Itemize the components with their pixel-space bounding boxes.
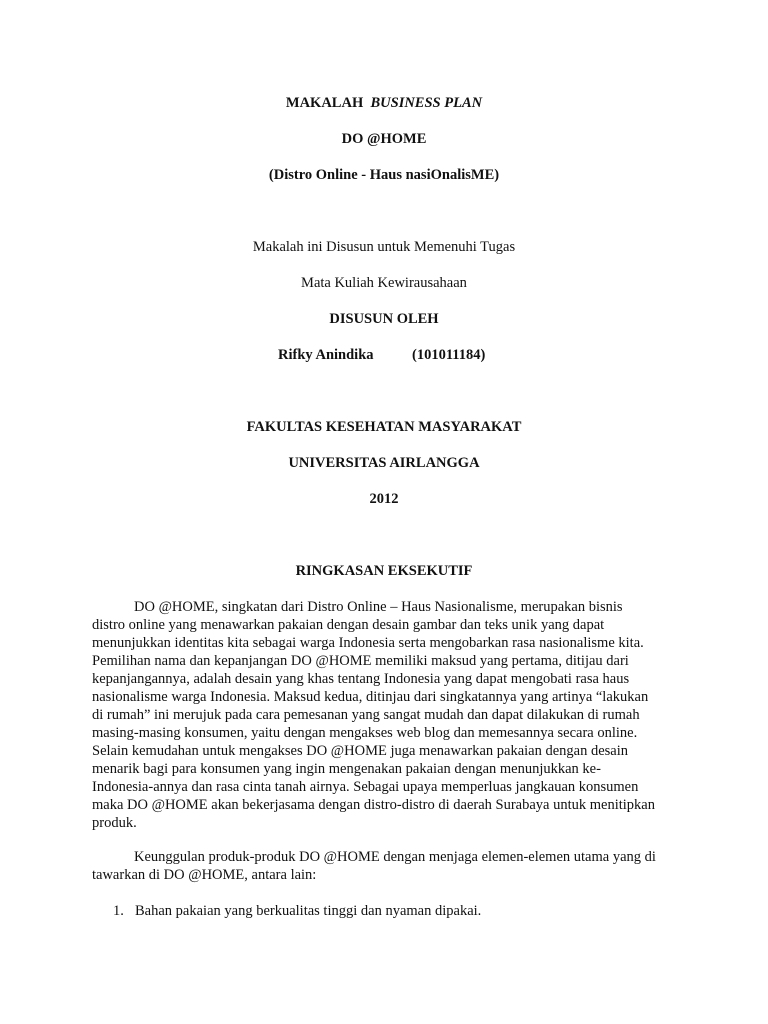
title-prefix: MAKALAH [285, 95, 364, 111]
business-subtitle: (Distro Online - Haus nasiOnalisME) [268, 167, 500, 183]
author-name: Rifky Anindika [278, 347, 374, 363]
list-item-text: Bahan pakaian yang berkualitas tinggi dan nyaman dipakai. [135, 903, 482, 919]
paragraph-line: distro online yang menawarkan pakaian dengan desain gambar dan teks unik yang dapat [92, 617, 605, 633]
paragraph-line: Selain kemudahan untuk mengakses DO @HOME juga menawarkan pakaian dengan desain [92, 743, 629, 759]
section-heading: RINGKASAN EKSEKUTIF [295, 563, 473, 579]
paragraph-line: di rumah” ini merujuk pada cara pemesanan yang sangat mudah dan dapat dilakukan di rumah [92, 707, 640, 723]
purpose-line-2: Mata Kuliah Kewirausahaan [301, 275, 467, 291]
paragraph-line: DO @HOME, singkatan dari Distro Online – Haus Nasionalisme, merupakan bisnis [134, 599, 623, 615]
summary-paragraph-2 [92, 848, 682, 884]
paragraph-line: maka DO @HOME akan bekerjasama dengan distro-distro di daerah Surabaya untuk menitipkan [92, 797, 655, 813]
summary-paragraph-1 [92, 598, 682, 832]
paragraph-line: menunjukkan identitas kita sebagai warga Indonesia serta mengobarkan rasa nasionalisme kita. [92, 635, 644, 651]
paragraph-line: Keunggulan produk-produk DO @HOME dengan menjaga elemen-elemen utama yang di [134, 849, 656, 865]
paragraph-line: menarik bagi para konsumen yang ingin mengenakan pakaian dengan menunjukkan ke- [92, 761, 601, 777]
paragraph-line: Indonesia-annya dan rasa cinta tanah airnya. Sebagai upaya memperluas jangkauan konsumen [92, 779, 639, 795]
paragraph-line: Pemilihan nama dan kepanjangan DO @HOME memiliki maksud yang pertama, ditijau dari [92, 653, 629, 669]
purpose-line-1: Makalah ini Disusun untuk Memenuhi Tugas [252, 239, 516, 255]
author-nim: (101011184) [412, 347, 486, 363]
author-heading: DISUSUN OLEH [329, 311, 439, 327]
list-item-number: 1. [113, 903, 124, 919]
university-name: UNIVERSITAS AIRLANGGA [288, 455, 480, 471]
document-year: 2012 [369, 491, 399, 507]
paragraph-line: masing-masing konsumen, yaitu dengan mengakses web blog dan memesannya secara online. [92, 725, 638, 741]
paragraph-line: kepanjangannya, adalah desain yang khas tentang Indonesia yang dapat mengobati rasa haus [92, 671, 630, 687]
business-name: DO @HOME [341, 131, 427, 147]
paragraph-line: nasionalisme warga Indonesia. Maksud kedua, ditinjau dari singkatannya yang artinya “lakukan [92, 689, 649, 705]
document-title [0, 94, 768, 112]
paragraph-line: produk. [92, 815, 137, 831]
faculty-name: FAKULTAS KESEHATAN MASYARAKAT [246, 419, 522, 435]
paragraph-line: tawarkan di DO @HOME, antara lain: [92, 867, 317, 883]
title-emphasis: BUSINESS PLAN [370, 95, 483, 111]
